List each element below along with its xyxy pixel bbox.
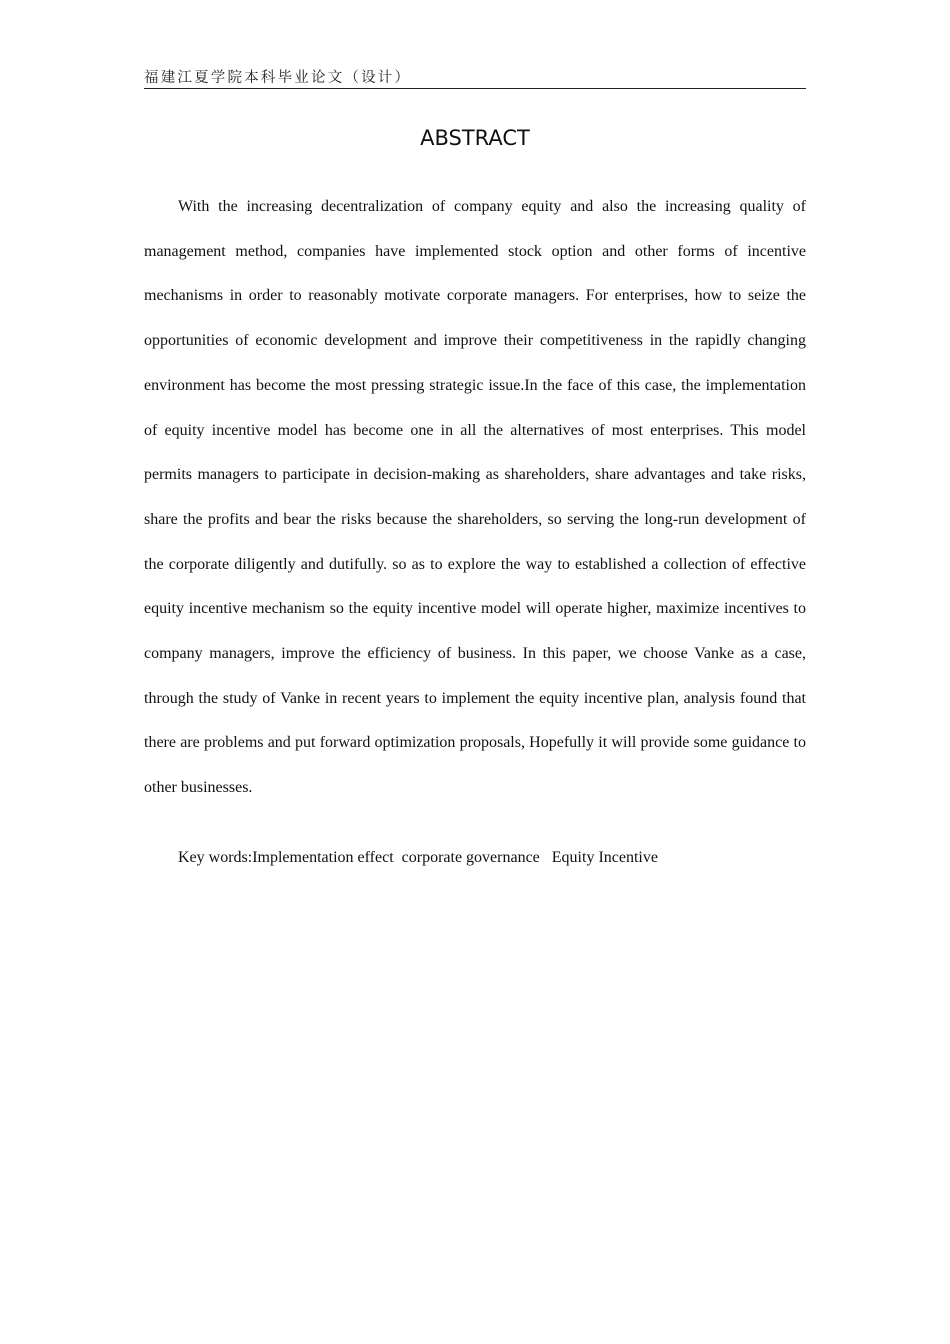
abstract-body: With the increasing decentralization of company equity and also the increasing quality of management method, companies have implemented stock option and other forms of incentive mechanisms in order to reasonably motivate corporate managers. For enterprises, how to seize the opportunities of economic development and improve their competitiveness in the rapidly changing environment has become the most pressing strategic issue.In the face of this case, the implementation of equity incentive model has become one in all the alternatives of most enterprises. This model permits managers to participate in decision-making as shareholders, share advantages and take risks, share the profits and bear the risks because the shareholders, so serving the long-run development of the corporate diligently and dutifully. so as to explore the way to established a collection of effective equity incentive mechanism so the equity incentive model will operate higher, maximize incentives to company managers, improve the efficiency of business. In this paper, we choose Vanke as a case, through the study of Vanke in recent years to implement the equity incentive plan, analysis found that there are problems and put forward optimization proposals, Hopefully it will provide some guidance to other businesses.	[144, 198, 806, 797]
abstract-title: ABSTRACT	[420, 126, 530, 150]
running-header: 福建江夏学院本科毕业论文（设计）	[144, 68, 806, 89]
keywords-line: Key words:Implementation effect corporate governance Equity Incentive	[178, 849, 658, 866]
